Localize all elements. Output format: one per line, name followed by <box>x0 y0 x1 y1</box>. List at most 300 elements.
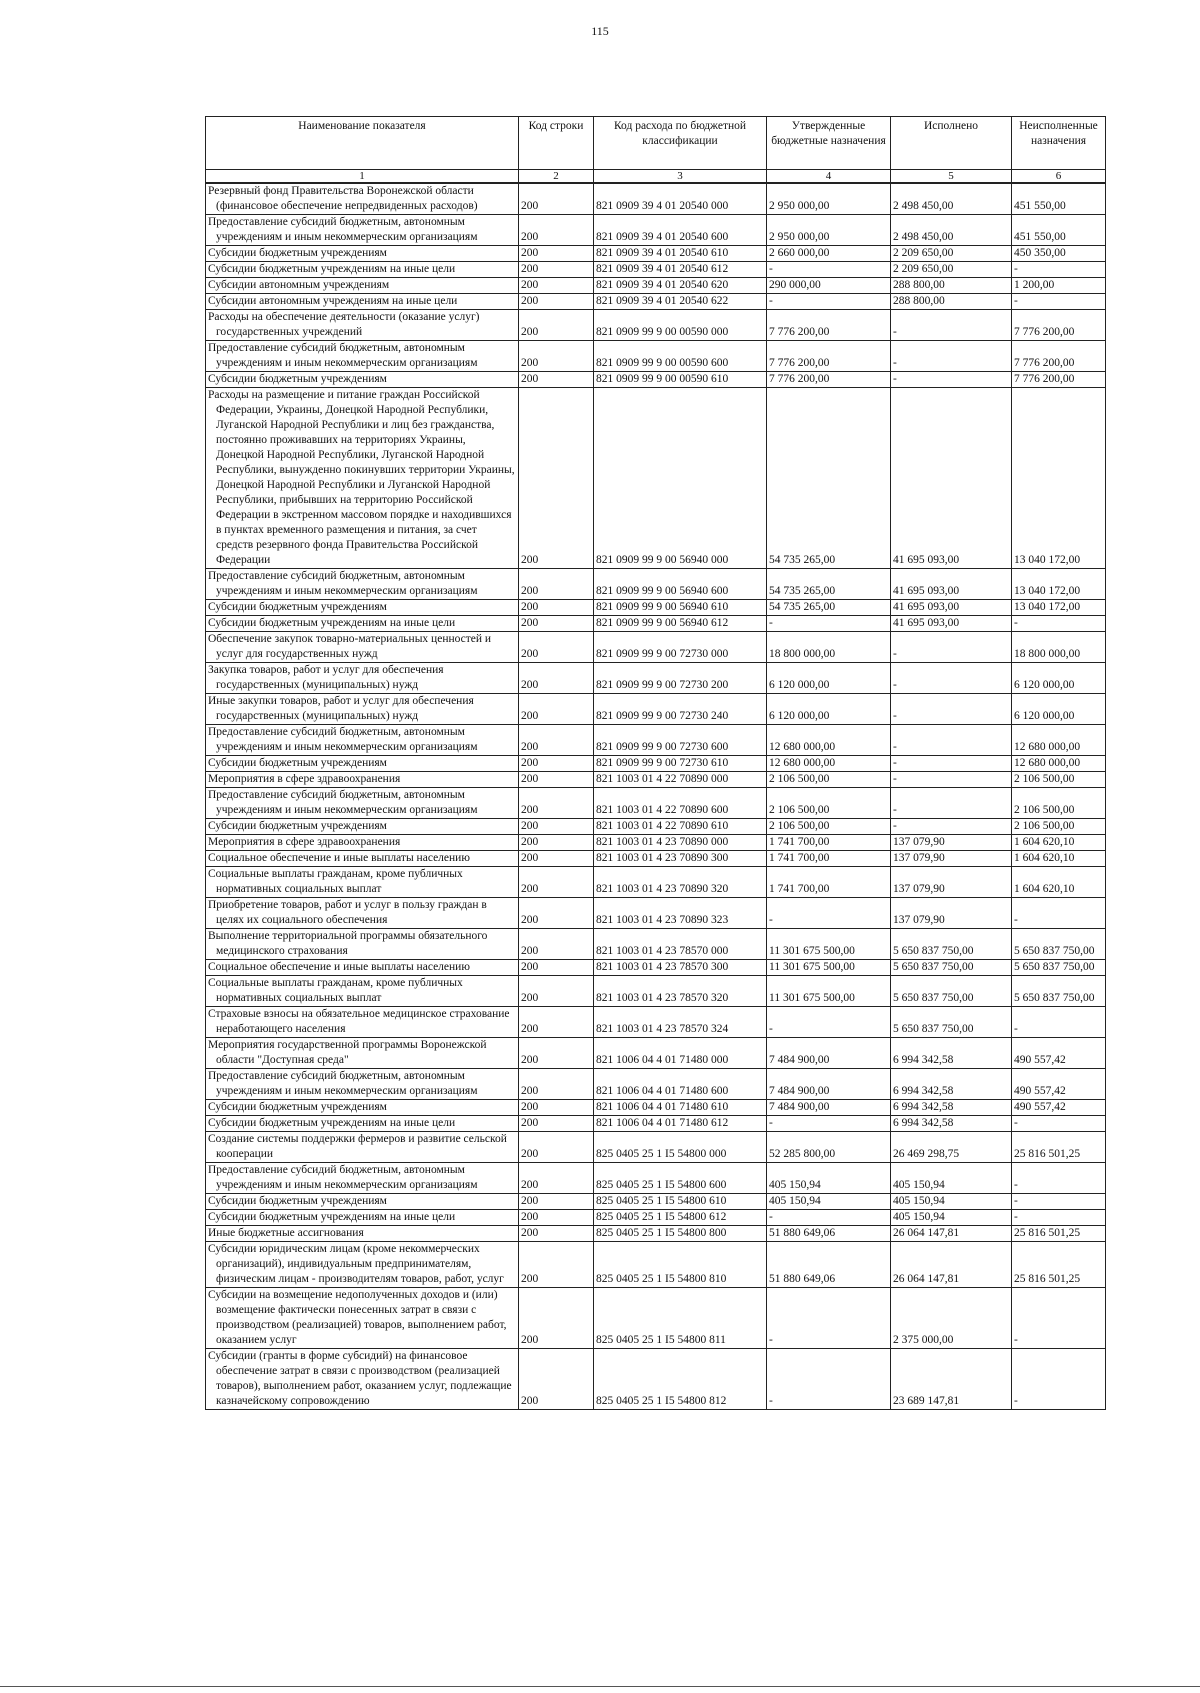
row-name: Предоставление субсидий бюджетным, автономным учреждениям и иным некоммерческим организациям <box>206 569 519 600</box>
row-line-code: 200 <box>519 569 594 600</box>
row-expense-code: 821 1003 01 4 23 78570 324 <box>594 1007 767 1038</box>
row-executed: 2 498 450,00 <box>891 215 1012 246</box>
row-expense-code: 825 0405 25 1 I5 54800 600 <box>594 1163 767 1194</box>
page-bottom-rule <box>0 1686 1200 1687</box>
column-number: 3 <box>594 170 767 184</box>
row-approved: 11 301 675 500,00 <box>767 976 891 1007</box>
row-approved: - <box>767 1288 891 1349</box>
row-executed: 26 064 147,81 <box>891 1242 1012 1288</box>
row-line-code: 200 <box>519 1163 594 1194</box>
table-row <box>206 898 1106 929</box>
row-unexecuted: 6 120 000,00 <box>1012 663 1106 694</box>
row-expense-code: 821 0909 99 9 00 72730 600 <box>594 725 767 756</box>
row-unexecuted: 490 557,42 <box>1012 1069 1106 1100</box>
row-name: Мероприятия государственной программы Воронежской области "Доступная среда" <box>206 1038 519 1069</box>
row-approved: - <box>767 294 891 310</box>
row-unexecuted: 1 604 620,10 <box>1012 851 1106 867</box>
row-line-code: 200 <box>519 725 594 756</box>
row-unexecuted: 13 040 172,00 <box>1012 569 1106 600</box>
row-expense-code: 821 0909 39 4 01 20540 610 <box>594 246 767 262</box>
row-name: Субсидии бюджетным учреждениям <box>206 1100 519 1116</box>
row-name: Расходы на обеспечение деятельности (оказание услуг) государственных учреждений <box>206 310 519 341</box>
row-unexecuted: 2 106 500,00 <box>1012 788 1106 819</box>
row-expense-code: 821 1006 04 4 01 71480 000 <box>594 1038 767 1069</box>
row-name: Субсидии автономным учреждениям на иные цели <box>206 294 519 310</box>
row-line-code: 200 <box>519 756 594 772</box>
table-row <box>206 1210 1106 1226</box>
row-name: Резервный фонд Правительства Воронежской области (финансовое обеспечение непредвиденных расходов) <box>206 183 519 215</box>
row-name: Субсидии бюджетным учреждениям <box>206 756 519 772</box>
row-approved: 2 106 500,00 <box>767 772 891 788</box>
row-unexecuted: 451 550,00 <box>1012 215 1106 246</box>
row-unexecuted: 25 816 501,25 <box>1012 1132 1106 1163</box>
table-row <box>206 851 1106 867</box>
table-row <box>206 867 1106 898</box>
row-line-code: 200 <box>519 772 594 788</box>
row-line-code: 200 <box>519 1116 594 1132</box>
table-row <box>206 756 1106 772</box>
row-line-code: 200 <box>519 246 594 262</box>
row-unexecuted: 7 776 200,00 <box>1012 310 1106 341</box>
row-name: Предоставление субсидий бюджетным, автономным учреждениям и иным некоммерческим организациям <box>206 341 519 372</box>
row-executed: 405 150,94 <box>891 1210 1012 1226</box>
row-name: Субсидии бюджетным учреждениям <box>206 246 519 262</box>
table-row <box>206 772 1106 788</box>
row-executed: 23 689 147,81 <box>891 1349 1012 1410</box>
row-unexecuted: - <box>1012 616 1106 632</box>
row-approved: - <box>767 262 891 278</box>
row-line-code: 200 <box>519 1288 594 1349</box>
row-approved: - <box>767 898 891 929</box>
row-unexecuted: - <box>1012 1116 1106 1132</box>
row-expense-code: 821 0909 99 9 00 56940 600 <box>594 569 767 600</box>
header-approved: Утвержденные бюджетные назначения <box>767 117 891 170</box>
row-approved: 54 735 265,00 <box>767 600 891 616</box>
table-row <box>206 372 1106 388</box>
row-expense-code: 821 0909 39 4 01 20540 612 <box>594 262 767 278</box>
row-approved: 54 735 265,00 <box>767 388 891 569</box>
row-expense-code: 821 1003 01 4 23 78570 300 <box>594 960 767 976</box>
row-executed: 6 994 342,58 <box>891 1069 1012 1100</box>
row-unexecuted: 490 557,42 <box>1012 1038 1106 1069</box>
row-line-code: 200 <box>519 819 594 835</box>
row-approved: - <box>767 616 891 632</box>
row-approved: 2 106 500,00 <box>767 819 891 835</box>
row-executed: 6 994 342,58 <box>891 1116 1012 1132</box>
row-line-code: 200 <box>519 976 594 1007</box>
row-executed: - <box>891 756 1012 772</box>
row-approved: 7 484 900,00 <box>767 1100 891 1116</box>
row-expense-code: 821 0909 99 9 00 72730 240 <box>594 694 767 725</box>
header-expense-code: Код расхода по бюджетной классификации <box>594 117 767 170</box>
row-line-code: 200 <box>519 632 594 663</box>
row-executed: 288 800,00 <box>891 294 1012 310</box>
row-line-code: 200 <box>519 1242 594 1288</box>
row-expense-code: 821 0909 39 4 01 20540 620 <box>594 278 767 294</box>
row-expense-code: 821 0909 99 9 00 00590 610 <box>594 372 767 388</box>
row-unexecuted: - <box>1012 262 1106 278</box>
row-name: Социальное обеспечение и иные выплаты населению <box>206 960 519 976</box>
row-expense-code: 821 0909 39 4 01 20540 600 <box>594 215 767 246</box>
row-unexecuted: 1 604 620,10 <box>1012 835 1106 851</box>
row-name: Иные закупки товаров, работ и услуг для обеспечения государственных (муниципальных) нужд <box>206 694 519 725</box>
row-unexecuted: 25 816 501,25 <box>1012 1242 1106 1288</box>
row-unexecuted: - <box>1012 1007 1106 1038</box>
table-row <box>206 1069 1106 1100</box>
table-row <box>206 960 1106 976</box>
row-approved: 51 880 649,06 <box>767 1226 891 1242</box>
row-executed: - <box>891 372 1012 388</box>
row-approved: 1 741 700,00 <box>767 867 891 898</box>
row-line-code: 200 <box>519 310 594 341</box>
row-expense-code: 825 0405 25 1 I5 54800 000 <box>594 1132 767 1163</box>
row-unexecuted: 5 650 837 750,00 <box>1012 960 1106 976</box>
row-executed: 405 150,94 <box>891 1163 1012 1194</box>
row-line-code: 200 <box>519 372 594 388</box>
row-name: Страховые взносы на обязательное медицинское страхование неработающего населения <box>206 1007 519 1038</box>
row-line-code: 200 <box>519 960 594 976</box>
header-executed: Исполнено <box>891 117 1012 170</box>
table-row <box>206 616 1106 632</box>
row-executed: 137 079,90 <box>891 835 1012 851</box>
row-name: Субсидии бюджетным учреждениям <box>206 600 519 616</box>
row-executed: - <box>891 772 1012 788</box>
row-executed: 137 079,90 <box>891 867 1012 898</box>
row-line-code: 200 <box>519 1226 594 1242</box>
row-expense-code: 825 0405 25 1 I5 54800 610 <box>594 1194 767 1210</box>
row-expense-code: 821 1006 04 4 01 71480 610 <box>594 1100 767 1116</box>
row-approved: - <box>767 1349 891 1410</box>
column-number: 4 <box>767 170 891 184</box>
row-unexecuted: - <box>1012 898 1106 929</box>
row-expense-code: 821 1006 04 4 01 71480 600 <box>594 1069 767 1100</box>
row-executed: - <box>891 788 1012 819</box>
row-line-code: 200 <box>519 1349 594 1410</box>
row-unexecuted: 18 800 000,00 <box>1012 632 1106 663</box>
row-line-code: 200 <box>519 616 594 632</box>
row-unexecuted: 13 040 172,00 <box>1012 388 1106 569</box>
row-unexecuted: - <box>1012 294 1106 310</box>
table-row <box>206 725 1106 756</box>
row-line-code: 200 <box>519 262 594 278</box>
header-line-code: Код строки <box>519 117 594 170</box>
table-row <box>206 1163 1106 1194</box>
row-line-code: 200 <box>519 388 594 569</box>
row-name: Закупка товаров, работ и услуг для обеспечения государственных (муниципальных) нужд <box>206 663 519 694</box>
row-name: Субсидии автономным учреждениям <box>206 278 519 294</box>
row-line-code: 200 <box>519 835 594 851</box>
row-name: Создание системы поддержки фермеров и развитие сельской кооперации <box>206 1132 519 1163</box>
row-unexecuted: 2 106 500,00 <box>1012 772 1106 788</box>
column-number: 1 <box>206 170 519 184</box>
row-expense-code: 821 0909 39 4 01 20540 622 <box>594 294 767 310</box>
row-line-code: 200 <box>519 278 594 294</box>
table-row <box>206 1132 1106 1163</box>
table-row <box>206 976 1106 1007</box>
row-line-code: 200 <box>519 788 594 819</box>
row-executed: - <box>891 725 1012 756</box>
row-executed: 5 650 837 750,00 <box>891 960 1012 976</box>
row-expense-code: 821 1003 01 4 22 70890 610 <box>594 819 767 835</box>
row-approved: 12 680 000,00 <box>767 756 891 772</box>
row-unexecuted: - <box>1012 1349 1106 1410</box>
row-approved: 1 741 700,00 <box>767 851 891 867</box>
row-expense-code: 821 0909 99 9 00 56940 610 <box>594 600 767 616</box>
row-name: Субсидии на возмещение недополученных доходов и (или) возмещение фактически понесенных затрат в связи с производством (реализацией) товаров, выполнением работ, оказанием услуг <box>206 1288 519 1349</box>
row-approved: 7 776 200,00 <box>767 372 891 388</box>
row-line-code: 200 <box>519 341 594 372</box>
row-expense-code: 821 1006 04 4 01 71480 612 <box>594 1116 767 1132</box>
row-executed: 26 469 298,75 <box>891 1132 1012 1163</box>
row-executed: 5 650 837 750,00 <box>891 929 1012 960</box>
row-approved: 11 301 675 500,00 <box>767 929 891 960</box>
row-unexecuted: - <box>1012 1288 1106 1349</box>
row-unexecuted: 7 776 200,00 <box>1012 372 1106 388</box>
row-approved: 2 106 500,00 <box>767 788 891 819</box>
row-approved: 405 150,94 <box>767 1194 891 1210</box>
row-executed: 405 150,94 <box>891 1194 1012 1210</box>
row-expense-code: 825 0405 25 1 I5 54800 800 <box>594 1226 767 1242</box>
row-expense-code: 821 0909 99 9 00 56940 612 <box>594 616 767 632</box>
table-row <box>206 819 1106 835</box>
table-row <box>206 835 1106 851</box>
table-row <box>206 388 1106 569</box>
row-line-code: 200 <box>519 1210 594 1226</box>
row-name: Социальное обеспечение и иные выплаты населению <box>206 851 519 867</box>
row-approved: 2 660 000,00 <box>767 246 891 262</box>
row-name: Субсидии бюджетным учреждениям <box>206 819 519 835</box>
table-row <box>206 632 1106 663</box>
row-name: Субсидии бюджетным учреждениям на иные цели <box>206 262 519 278</box>
row-executed: 137 079,90 <box>891 851 1012 867</box>
row-expense-code: 821 0909 99 9 00 00590 600 <box>594 341 767 372</box>
row-name: Расходы на размещение и питание граждан Российской Федерации, Украины, Донецкой Народной Республики, Луганской Народной Республики и лиц без гражданства, постоянно проживавших на территориях Украины, Донецкой Народной Республики, Луганской Народной Республики, вынужденно покинувших территории Украины, Донецкой Народной Республики и Луганской Народной Республики, прибывших на территорию Российской Федерации в экстренном массовом порядке и находившихся в пунктах временного размещения и питания, за счет средств резервного фонда Правительства Российской Федерации <box>206 388 519 569</box>
row-line-code: 200 <box>519 1132 594 1163</box>
row-unexecuted: 5 650 837 750,00 <box>1012 929 1106 960</box>
row-executed: 5 650 837 750,00 <box>891 976 1012 1007</box>
table-row <box>206 262 1106 278</box>
row-name: Мероприятия в сфере здравоохранения <box>206 772 519 788</box>
row-unexecuted: 1 200,00 <box>1012 278 1106 294</box>
table-row <box>206 1242 1106 1288</box>
row-approved: 290 000,00 <box>767 278 891 294</box>
row-line-code: 200 <box>519 867 594 898</box>
row-name: Иные бюджетные ассигнования <box>206 1226 519 1242</box>
table-row <box>206 1349 1106 1410</box>
row-unexecuted: 450 350,00 <box>1012 246 1106 262</box>
row-executed: 41 695 093,00 <box>891 388 1012 569</box>
column-number: 2 <box>519 170 594 184</box>
row-executed: 41 695 093,00 <box>891 569 1012 600</box>
row-approved: 2 950 000,00 <box>767 215 891 246</box>
row-name: Субсидии бюджетным учреждениям на иные цели <box>206 616 519 632</box>
table-row <box>206 215 1106 246</box>
row-expense-code: 821 0909 99 9 00 72730 000 <box>594 632 767 663</box>
row-name: Субсидии бюджетным учреждениям на иные цели <box>206 1210 519 1226</box>
row-line-code: 200 <box>519 1100 594 1116</box>
row-expense-code: 821 0909 99 9 00 72730 200 <box>594 663 767 694</box>
row-name: Субсидии бюджетным учреждениям на иные цели <box>206 1116 519 1132</box>
table-body <box>206 183 1106 1410</box>
row-expense-code: 825 0405 25 1 I5 54800 810 <box>594 1242 767 1288</box>
row-name: Социальные выплаты гражданам, кроме публичных нормативных социальных выплат <box>206 976 519 1007</box>
table-row <box>206 341 1106 372</box>
row-line-code: 200 <box>519 600 594 616</box>
table-row <box>206 1194 1106 1210</box>
row-name: Обеспечение закупок товарно-материальных ценностей и услуг для государственных нужд <box>206 632 519 663</box>
header-indicator-name: Наименование показателя <box>206 117 519 170</box>
row-expense-code: 825 0405 25 1 I5 54800 612 <box>594 1210 767 1226</box>
table-row <box>206 788 1106 819</box>
row-name: Выполнение территориальной программы обязательного медицинского страхования <box>206 929 519 960</box>
row-expense-code: 821 0909 99 9 00 72730 610 <box>594 756 767 772</box>
row-name: Приобретение товаров, работ и услуг в пользу граждан в целях их социального обеспечения <box>206 898 519 929</box>
row-expense-code: 825 0405 25 1 I5 54800 811 <box>594 1288 767 1349</box>
row-line-code: 200 <box>519 1007 594 1038</box>
header-unexecuted: Неисполненные назначения <box>1012 117 1106 170</box>
row-unexecuted: - <box>1012 1163 1106 1194</box>
row-expense-code: 821 1003 01 4 23 70890 323 <box>594 898 767 929</box>
row-expense-code: 821 1003 01 4 23 70890 000 <box>594 835 767 851</box>
row-expense-code: 825 0405 25 1 I5 54800 812 <box>594 1349 767 1410</box>
row-approved: - <box>767 1210 891 1226</box>
row-expense-code: 821 1003 01 4 22 70890 600 <box>594 788 767 819</box>
row-executed: - <box>891 819 1012 835</box>
row-executed: - <box>891 694 1012 725</box>
column-number: 5 <box>891 170 1012 184</box>
row-unexecuted: 7 776 200,00 <box>1012 341 1106 372</box>
table-row <box>206 278 1106 294</box>
row-executed: 41 695 093,00 <box>891 616 1012 632</box>
column-number: 6 <box>1012 170 1106 184</box>
row-expense-code: 821 0909 99 9 00 00590 000 <box>594 310 767 341</box>
page-number: 115 <box>591 24 609 38</box>
row-expense-code: 821 1003 01 4 23 78570 000 <box>594 929 767 960</box>
row-unexecuted: 451 550,00 <box>1012 183 1106 215</box>
row-approved: 54 735 265,00 <box>767 569 891 600</box>
row-unexecuted: 25 816 501,25 <box>1012 1226 1106 1242</box>
budget-execution-table <box>205 116 1106 1410</box>
row-line-code: 200 <box>519 183 594 215</box>
row-approved: 6 120 000,00 <box>767 694 891 725</box>
row-unexecuted: - <box>1012 1210 1106 1226</box>
row-unexecuted: 490 557,42 <box>1012 1100 1106 1116</box>
table-row <box>206 1007 1106 1038</box>
row-unexecuted: 12 680 000,00 <box>1012 725 1106 756</box>
row-line-code: 200 <box>519 1194 594 1210</box>
row-approved: 7 776 200,00 <box>767 310 891 341</box>
row-name: Субсидии (гранты в форме субсидий) на финансовое обеспечение затрат в связи с производством (реализацией товаров), выполнением работ, оказанием услуг, подлежащие казначейскому сопровождению <box>206 1349 519 1410</box>
row-name: Предоставление субсидий бюджетным, автономным учреждениям и иным некоммерческим организациям <box>206 1163 519 1194</box>
row-executed: 5 650 837 750,00 <box>891 1007 1012 1038</box>
row-unexecuted: 12 680 000,00 <box>1012 756 1106 772</box>
row-name: Субсидии юридическим лицам (кроме некоммерческих организаций), индивидуальным предпринимателям, физическим лицам - производителям товаров, работ, услуг <box>206 1242 519 1288</box>
row-unexecuted: 2 106 500,00 <box>1012 819 1106 835</box>
row-approved: 405 150,94 <box>767 1163 891 1194</box>
row-approved: 11 301 675 500,00 <box>767 960 891 976</box>
table-row <box>206 929 1106 960</box>
row-executed: 2 498 450,00 <box>891 183 1012 215</box>
table-row <box>206 600 1106 616</box>
row-approved: 6 120 000,00 <box>767 663 891 694</box>
row-approved: - <box>767 1007 891 1038</box>
row-executed: - <box>891 310 1012 341</box>
table-row <box>206 246 1106 262</box>
table-row <box>206 1116 1106 1132</box>
row-expense-code: 821 0909 99 9 00 56940 000 <box>594 388 767 569</box>
table-row <box>206 1288 1106 1349</box>
row-executed: 26 064 147,81 <box>891 1226 1012 1242</box>
row-name: Предоставление субсидий бюджетным, автономным учреждениям и иным некоммерческим организациям <box>206 215 519 246</box>
row-unexecuted: 6 120 000,00 <box>1012 694 1106 725</box>
row-unexecuted: 5 650 837 750,00 <box>1012 976 1106 1007</box>
row-name: Предоставление субсидий бюджетным, автономным учреждениям и иным некоммерческим организациям <box>206 1069 519 1100</box>
row-name: Субсидии бюджетным учреждениям <box>206 372 519 388</box>
row-executed: 137 079,90 <box>891 898 1012 929</box>
row-name: Предоставление субсидий бюджетным, автономным учреждениям и иным некоммерческим организациям <box>206 788 519 819</box>
row-executed: 2 209 650,00 <box>891 246 1012 262</box>
table-row <box>206 294 1106 310</box>
row-approved: 2 950 000,00 <box>767 183 891 215</box>
row-approved: 7 484 900,00 <box>767 1069 891 1100</box>
row-expense-code: 821 0909 39 4 01 20540 000 <box>594 183 767 215</box>
row-name: Субсидии бюджетным учреждениям <box>206 1194 519 1210</box>
row-expense-code: 821 1003 01 4 23 70890 320 <box>594 867 767 898</box>
row-line-code: 200 <box>519 215 594 246</box>
row-line-code: 200 <box>519 851 594 867</box>
table-row <box>206 310 1106 341</box>
row-approved: 1 741 700,00 <box>767 835 891 851</box>
row-line-code: 200 <box>519 1038 594 1069</box>
row-line-code: 200 <box>519 898 594 929</box>
row-expense-code: 821 1003 01 4 23 70890 300 <box>594 851 767 867</box>
table-row <box>206 183 1106 215</box>
row-line-code: 200 <box>519 929 594 960</box>
row-line-code: 200 <box>519 663 594 694</box>
row-line-code: 200 <box>519 1069 594 1100</box>
column-number-row <box>206 170 1106 184</box>
row-line-code: 200 <box>519 294 594 310</box>
row-executed: 2 375 000,00 <box>891 1288 1012 1349</box>
row-name: Предоставление субсидий бюджетным, автономным учреждениям и иным некоммерческим организациям <box>206 725 519 756</box>
row-executed: 2 209 650,00 <box>891 262 1012 278</box>
row-executed: 41 695 093,00 <box>891 600 1012 616</box>
table-row <box>206 569 1106 600</box>
table-row <box>206 1038 1106 1069</box>
row-executed: - <box>891 663 1012 694</box>
row-expense-code: 821 1003 01 4 22 70890 000 <box>594 772 767 788</box>
row-executed: 6 994 342,58 <box>891 1038 1012 1069</box>
row-name: Мероприятия в сфере здравоохранения <box>206 835 519 851</box>
row-executed: - <box>891 632 1012 663</box>
table-row <box>206 663 1106 694</box>
row-unexecuted: 13 040 172,00 <box>1012 600 1106 616</box>
row-approved: - <box>767 1116 891 1132</box>
row-approved: 7 776 200,00 <box>767 341 891 372</box>
row-executed: - <box>891 341 1012 372</box>
row-approved: 52 285 800,00 <box>767 1132 891 1163</box>
row-name: Социальные выплаты гражданам, кроме публичных нормативных социальных выплат <box>206 867 519 898</box>
row-unexecuted: 1 604 620,10 <box>1012 867 1106 898</box>
table-row <box>206 1226 1106 1242</box>
row-expense-code: 821 1003 01 4 23 78570 320 <box>594 976 767 1007</box>
table-row <box>206 1100 1106 1116</box>
row-line-code: 200 <box>519 694 594 725</box>
row-approved: 18 800 000,00 <box>767 632 891 663</box>
table-row <box>206 694 1106 725</box>
row-executed: 288 800,00 <box>891 278 1012 294</box>
row-approved: 12 680 000,00 <box>767 725 891 756</box>
